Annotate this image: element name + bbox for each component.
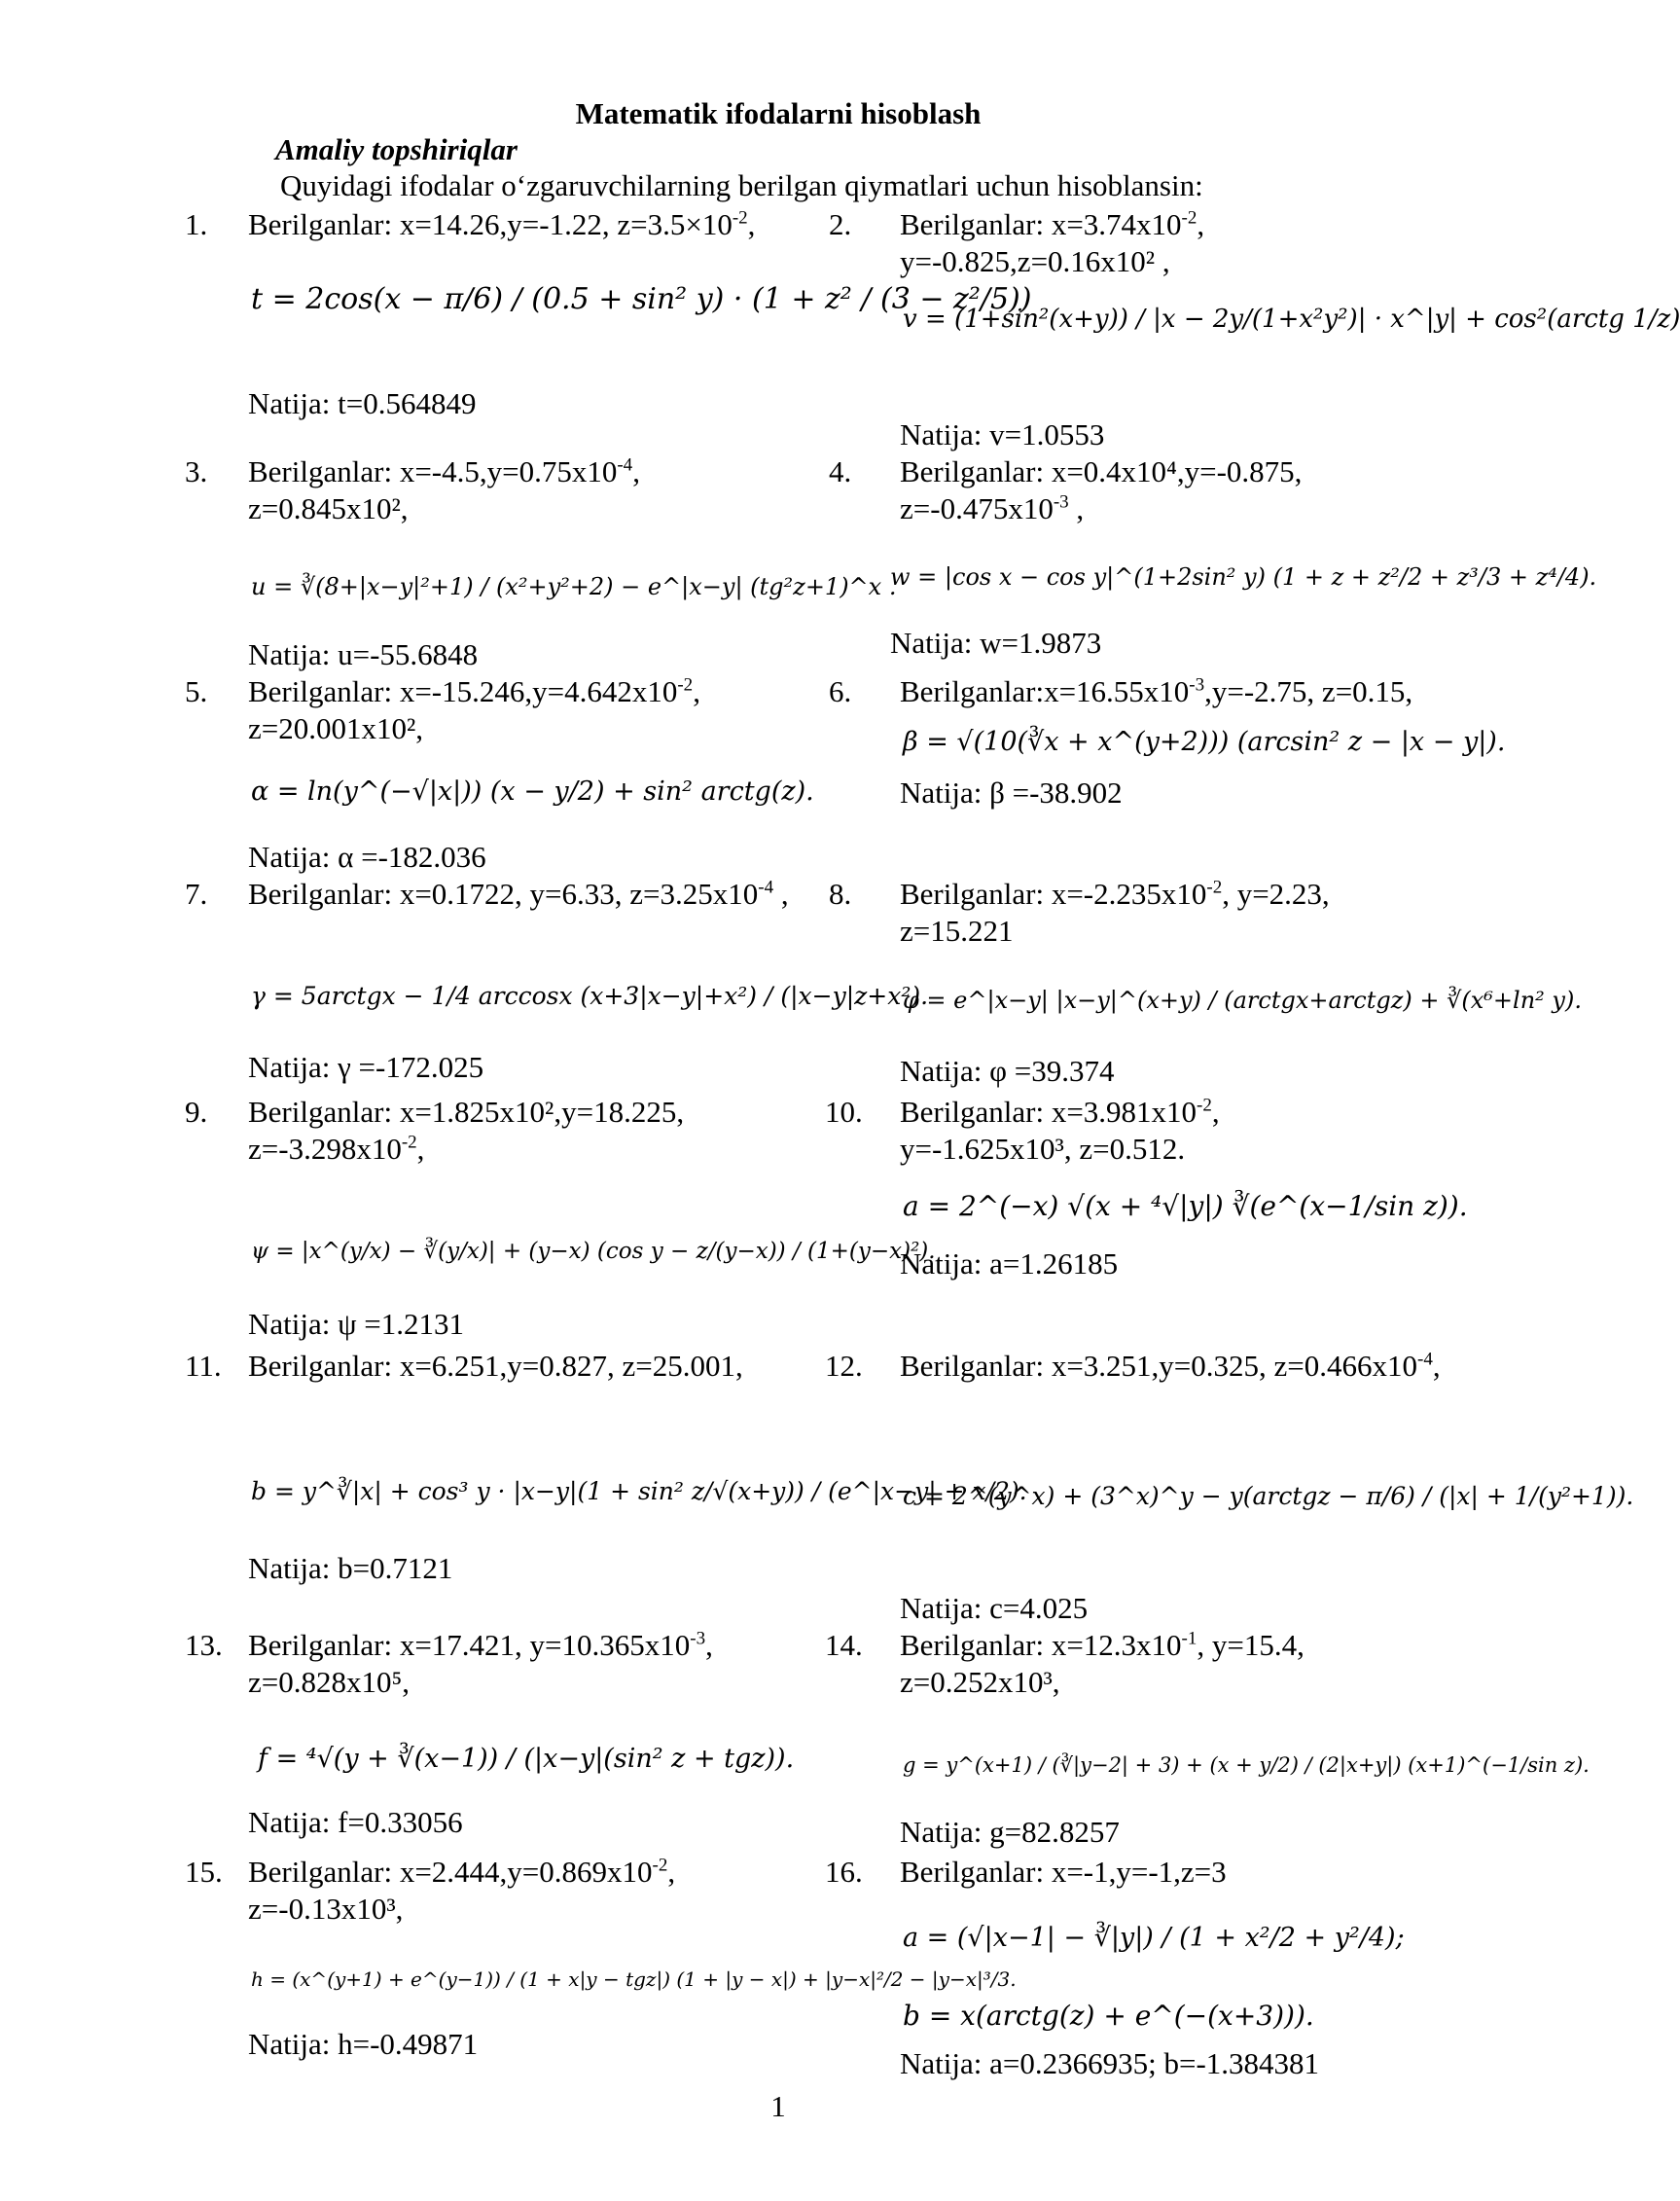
task-formula: ψ = |x^(y/x) − ∛(y/x)| + (y−x) (cos y − z/(y−x)) / (1+(y−x)²).: [251, 1239, 936, 1264]
task-number: 13.: [185, 1628, 223, 1662]
task-given: Berilganlar: x=0.4x10⁴,y=-0.875, $z=-0.475x10^{-3}$ ,: [900, 454, 1303, 525]
task-result: Natija: a=0.2366935; b=-1.384381: [900, 2046, 1320, 2080]
task-number: 1.: [185, 207, 208, 241]
task-result: Natija: c=4.025: [900, 1591, 1089, 1625]
task-number: 9.: [185, 1095, 208, 1129]
task-given: Berilganlar: $x=3.981x10^{-2}$, y=-1.625x10³, z=0.512.: [900, 1095, 1220, 1166]
page-number: 1: [770, 2089, 786, 2123]
task-formula: γ = 5arctgx − 1/4 arccosx (x+3|x−y|+x²) / (|x−y|z+x²).: [251, 982, 929, 1010]
task-result: Natija: v=1.0553: [900, 417, 1105, 451]
task-result: Natija: β =-38.902: [900, 776, 1123, 810]
task-result: Natija: t=0.564849: [248, 386, 477, 420]
section-subtitle: Amaliy topshiriqlar: [275, 132, 518, 166]
task-result: Natija: f=0.33056: [248, 1805, 463, 1839]
task-number: 10.: [825, 1095, 863, 1129]
task-formula: β = √(10(∛x + x^(y+2))) (arcsin² z − |x − y|).: [903, 727, 1506, 757]
task-number: 5.: [185, 674, 208, 708]
task-number: 6.: [829, 674, 852, 708]
intro-text: Quyidagi ifodalar o‘zgaruvchilarning berilgan qiymatlari uchun hisoblansin:: [280, 168, 1203, 202]
task-given: Berilganlar: x=1.825x10²,y=18.225, $z=-3.298x10^{-2}$,: [248, 1095, 685, 1166]
task-number: 7.: [185, 877, 208, 911]
task-result: Natija: g=82.8257: [900, 1815, 1120, 1849]
task-given: Berilganlar: x=3.251,y=0.325, $z=0.466x10^{-4}$,: [900, 1349, 1441, 1383]
task-result: Natija: w=1.9873: [890, 626, 1102, 660]
task-number: 8.: [829, 877, 852, 911]
task-number: 3.: [185, 454, 208, 488]
task-formula: t = 2cos(x − π/6) / (0.5 + sin² y) · (1 + z² / (3 − z²/5)): [251, 282, 1032, 316]
task-result: Natija: a=1.26185: [900, 1246, 1119, 1281]
task-formula: v = (1+sin²(x+y)) / |x − 2y/(1+x²y²)| · x^|y| + cos²(arctg 1/z): [903, 305, 1680, 334]
task-formula: a = (√|x−1| − ∛|y|) / (1 + x²/2 + y²/4);: [903, 1923, 1405, 1953]
task-given: Berilganlar: $x=-15.246,y=4.642x10^{-2}$, z=20.001x10²,: [248, 674, 700, 745]
task-formula: u = ∛(8+|x−y|²+1) / (x²+y²+2) − e^|x−y| (tg²z+1)^x .: [251, 573, 897, 600]
task-formula: φ = e^|x−y| |x−y|^(x+y) / (arctgx+arctgz) + ∛(x⁶+ln² y).: [903, 987, 1582, 1014]
task-given: Berilganlar: $x=-2.235x10^{-2}$, y=2.23, z=15.221: [900, 877, 1330, 948]
task-result: Natija: α =-182.036: [248, 840, 486, 874]
task-given: Berilganlar: $x=-4.5,y=0.75x10^{-4}$, z=0.845x10²,: [248, 454, 640, 525]
task-formula-secondary: b = x(arctg(z) + e^(−(x+3))).: [903, 2000, 1314, 2032]
task-number: 11.: [185, 1349, 222, 1383]
task-given: Berilganlar: x=17.421, $y=10.365x10^{-3}$, z=0.828x10⁵,: [248, 1628, 713, 1699]
task-given: Berilganlar: $x=2.444,y=0.869x10^{-2}$, z=-0.13x10³,: [248, 1855, 676, 1926]
task-result: Natija: φ =39.374: [900, 1054, 1115, 1088]
task-result: Natija: h=-0.49871: [248, 2027, 479, 2061]
task-formula: α = ln(y^(−√|x|)) (x − y/2) + sin² arctg(z).: [251, 776, 814, 807]
page-title: Matematik ifodalarni hisoblash: [575, 96, 982, 130]
task-formula: b = y^∛|x| + cos³ y · |x−y|(1 + sin² z/√(x+y)) / (e^|x−y| + x/2).: [251, 1477, 1027, 1505]
task-result: Natija: b=0.7121: [248, 1551, 453, 1585]
task-given: $Berilganlar:x=16.55x10^{-3},y=-2.75$, z=0.15,: [900, 674, 1413, 708]
task-formula: h = (x^(y+1) + e^(y−1)) / (1 + x|y − tgz|) (1 + |y − x|) + |y−x|²/2 − |y−x|³/3.: [251, 1967, 1017, 1991]
task-given: Berilganlar: x=6.251,y=0.827, z=25.001,: [248, 1349, 743, 1383]
task-given: Berilganlar: x=14.26,y=-1.22, $z=3.5\times 10^{-2}$,: [248, 207, 756, 241]
task-result: Natija: u=-55.6848: [248, 637, 479, 671]
task-number: 4.: [829, 454, 852, 488]
task-formula: f = ⁴√(y + ∛(x−1)) / (|x−y|(sin² z + tgz)).: [258, 1744, 795, 1774]
task-given: Berilganlar: x=0.1722, y=6.33, $z=3.25x10^{-4}$ ,: [248, 877, 789, 911]
task-given: Berilganlar: $x=12.3x10^{-1}$, y=15.4, z=0.252x10³,: [900, 1628, 1305, 1699]
task-number: 2.: [829, 207, 852, 241]
task-number: 12.: [825, 1349, 863, 1383]
task-formula: c = 2^(y^x) + (3^x)^y − y(arctgz − π/6) / (|x| + 1/(y²+1)).: [903, 1482, 1634, 1510]
task-number: 16.: [825, 1855, 863, 1889]
task-formula: a = 2^(−x) √(x + ⁴√|y|) ∛(e^(x−1/sin z)).: [903, 1190, 1468, 1222]
task-result: Natija: ψ =1.2131: [248, 1307, 464, 1341]
task-given: Berilganlar: x=-1,y=-1,z=3: [900, 1855, 1227, 1889]
task-result: Natija: γ =-172.025: [248, 1050, 484, 1084]
task-given: Berilganlar: $x=3.74x10^{-2}$, y=-0.825,z=0.16x10² ,: [900, 207, 1205, 278]
task-number: 15.: [185, 1855, 223, 1889]
task-formula: w = |cos x − cos y|^(1+2sin² y) (1 + z + z²/2 + z³/3 + z⁴/4).: [890, 563, 1597, 591]
task-number: 14.: [825, 1628, 863, 1662]
task-formula: g = y^(x+1) / (∛|y−2| + 3) + (x + y/2) / (2|x+y|) (x+1)^(−1/sin z).: [903, 1753, 1590, 1777]
